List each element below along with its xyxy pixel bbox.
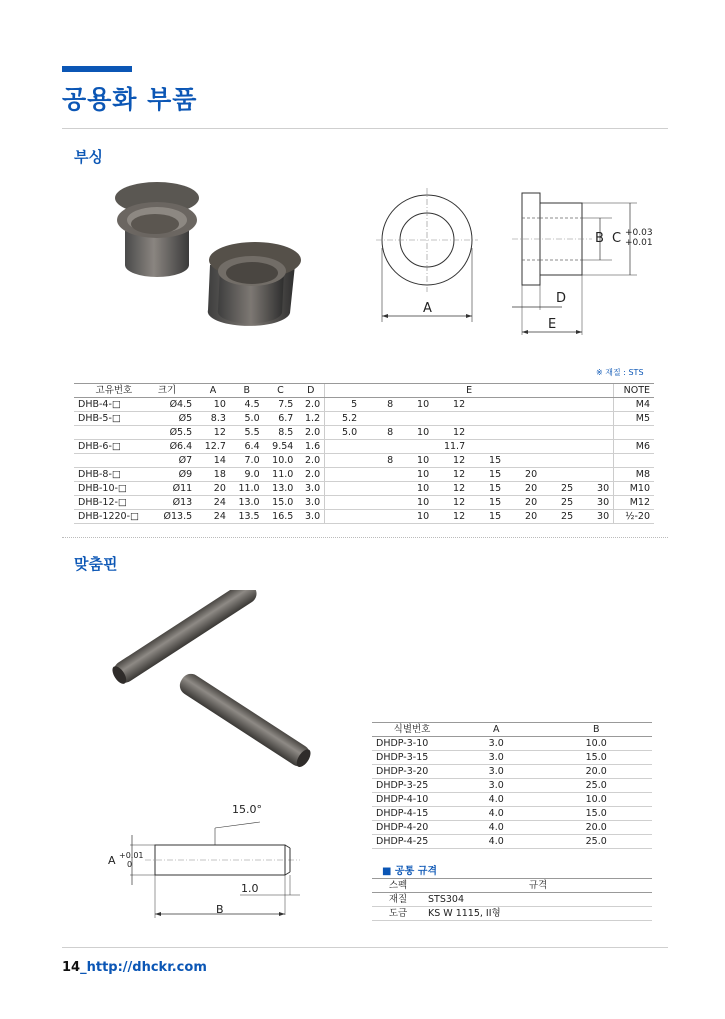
table-cell: 11.0 bbox=[230, 482, 264, 496]
table-cell: 2.0 bbox=[297, 468, 324, 482]
table-cell: 12 bbox=[433, 510, 469, 524]
bushing-tolerance bbox=[625, 228, 653, 248]
dowel-tolerance-upper: +0.01 bbox=[119, 851, 144, 860]
table-cell: 10 bbox=[196, 398, 230, 412]
table-cell: 3.0 bbox=[297, 496, 324, 510]
table-cell: 15 bbox=[469, 454, 505, 468]
table-cell: 25 bbox=[541, 496, 577, 510]
table-cell bbox=[505, 398, 541, 412]
table-cell: 10 bbox=[397, 468, 433, 482]
table-row bbox=[372, 893, 652, 907]
table-cell: Ø6.4 bbox=[154, 440, 196, 454]
table-cell: 24 bbox=[196, 510, 230, 524]
table-cell: 20.0 bbox=[540, 821, 652, 835]
table-cell: 10 bbox=[397, 454, 433, 468]
table-cell: 8 bbox=[361, 398, 397, 412]
table-cell: DHB-8-□ bbox=[74, 468, 154, 482]
table-cell: Ø13 bbox=[154, 496, 196, 510]
table-cell: Ø5 bbox=[154, 412, 196, 426]
table-cell bbox=[469, 440, 505, 454]
table-cell bbox=[541, 426, 577, 440]
table-cell: 8.5 bbox=[264, 426, 298, 440]
table-cell bbox=[469, 426, 505, 440]
table-cell: 11.0 bbox=[264, 468, 298, 482]
table-cell bbox=[325, 496, 362, 510]
table-cell: DHB-12-□ bbox=[74, 496, 154, 510]
table-cell bbox=[577, 412, 614, 426]
bushing-dim-c: C bbox=[612, 231, 622, 246]
table-cell: DHDP-4-15 bbox=[372, 807, 452, 821]
table-cell: 5.5 bbox=[230, 426, 264, 440]
col-header: NOTE bbox=[614, 384, 654, 398]
table-cell: 13.0 bbox=[264, 482, 298, 496]
table-cell: 4.0 bbox=[452, 821, 540, 835]
table-cell: 9.0 bbox=[230, 468, 264, 482]
footer-divider bbox=[62, 947, 668, 948]
col-header: A bbox=[452, 723, 540, 737]
table-row bbox=[74, 440, 654, 454]
table-cell: DHB-4-□ bbox=[74, 398, 154, 412]
table-cell: 20 bbox=[505, 496, 541, 510]
table-cell: 8 bbox=[361, 454, 397, 468]
table-cell: 도금 bbox=[372, 907, 424, 921]
material-note: ※ 재질 : STS bbox=[596, 368, 644, 377]
table-cell bbox=[577, 440, 614, 454]
table-cell: 3.0 bbox=[452, 751, 540, 765]
table-cell: 11.7 bbox=[433, 440, 469, 454]
table-cell: 15.0 bbox=[264, 496, 298, 510]
table-cell: 12 bbox=[433, 496, 469, 510]
col-header: 규격 bbox=[424, 879, 652, 893]
col-header: 크기 bbox=[154, 384, 196, 398]
table-cell bbox=[577, 468, 614, 482]
table-cell: 3.0 bbox=[297, 510, 324, 524]
table-row bbox=[74, 398, 654, 412]
table-cell: 25.0 bbox=[540, 835, 652, 849]
table-cell: 30 bbox=[577, 482, 614, 496]
table-cell bbox=[577, 426, 614, 440]
table-cell: 2.0 bbox=[297, 398, 324, 412]
dowel-dim-chamfer: 1.0 bbox=[241, 882, 259, 895]
table-row bbox=[372, 737, 652, 751]
table-cell bbox=[397, 412, 433, 426]
table-cell: 16.5 bbox=[264, 510, 298, 524]
table-cell bbox=[325, 482, 362, 496]
dowel-dim-a: A bbox=[108, 854, 116, 867]
table-row bbox=[372, 835, 652, 849]
table-row bbox=[74, 454, 654, 468]
table-cell: 20 bbox=[505, 468, 541, 482]
col-header: A bbox=[196, 384, 230, 398]
table-cell: DHDP-4-20 bbox=[372, 821, 452, 835]
table-row bbox=[74, 496, 654, 510]
dowel-tolerance-lower: 0 bbox=[127, 860, 133, 869]
table-cell: 5.2 bbox=[325, 412, 362, 426]
table-cell: 10.0 bbox=[540, 737, 652, 751]
table-cell: 6.7 bbox=[264, 412, 298, 426]
table-cell bbox=[505, 412, 541, 426]
table-cell: 5.0 bbox=[325, 426, 362, 440]
table-cell bbox=[361, 496, 397, 510]
footer bbox=[62, 960, 207, 975]
table-cell: 20 bbox=[505, 482, 541, 496]
table-cell: 8 bbox=[361, 426, 397, 440]
table-cell: 10 bbox=[397, 510, 433, 524]
table-cell: 15.0 bbox=[540, 751, 652, 765]
table-cell: 20 bbox=[196, 482, 230, 496]
table-cell bbox=[505, 426, 541, 440]
table-header-row bbox=[372, 723, 652, 737]
table-cell: DHDP-3-20 bbox=[372, 765, 452, 779]
tolerance-upper: +0.03 bbox=[625, 228, 653, 238]
table-cell: 12 bbox=[196, 426, 230, 440]
table-cell: 12.7 bbox=[196, 440, 230, 454]
table-cell: 4.5 bbox=[230, 398, 264, 412]
table-cell: 10.0 bbox=[540, 793, 652, 807]
table-cell: 3.0 bbox=[452, 779, 540, 793]
table-cell: 15 bbox=[469, 468, 505, 482]
table-cell: M6 bbox=[614, 440, 654, 454]
table-row bbox=[372, 907, 652, 921]
title-accent-bar bbox=[62, 66, 132, 72]
table-header-row bbox=[74, 384, 654, 398]
table-cell: 5.0 bbox=[230, 412, 264, 426]
table-cell: 3.0 bbox=[452, 737, 540, 751]
table-cell: 9.54 bbox=[264, 440, 298, 454]
table-cell bbox=[325, 454, 362, 468]
table-cell: DHB-6-□ bbox=[74, 440, 154, 454]
col-header: E bbox=[325, 384, 614, 398]
table-cell: 4.0 bbox=[452, 835, 540, 849]
table-cell: 25 bbox=[541, 510, 577, 524]
table-cell: 15 bbox=[469, 510, 505, 524]
table-cell bbox=[541, 440, 577, 454]
table-cell bbox=[614, 426, 654, 440]
table-cell bbox=[361, 510, 397, 524]
table-cell bbox=[325, 468, 362, 482]
table-cell bbox=[614, 454, 654, 468]
table-cell: 15.0 bbox=[540, 807, 652, 821]
table-row bbox=[372, 793, 652, 807]
table-cell bbox=[577, 454, 614, 468]
table-cell: 18 bbox=[196, 468, 230, 482]
dowel-heading: 맞춤핀 bbox=[74, 555, 118, 573]
table-cell: 13.5 bbox=[230, 510, 264, 524]
table-cell: Ø4.5 bbox=[154, 398, 196, 412]
table-cell bbox=[433, 412, 469, 426]
table-cell bbox=[469, 412, 505, 426]
table-cell: 30 bbox=[577, 496, 614, 510]
table-cell: 5 bbox=[325, 398, 362, 412]
table-cell: M4 bbox=[614, 398, 654, 412]
table-row bbox=[372, 765, 652, 779]
bushing-dim-d: D bbox=[556, 291, 567, 306]
table-cell: 10 bbox=[397, 496, 433, 510]
table-cell: 4.0 bbox=[452, 793, 540, 807]
table-cell bbox=[577, 398, 614, 412]
table-cell: ½-20 bbox=[614, 510, 654, 524]
table-cell bbox=[74, 426, 154, 440]
table-cell bbox=[541, 412, 577, 426]
table-cell: M10 bbox=[614, 482, 654, 496]
table-cell: 12 bbox=[433, 482, 469, 496]
table-cell: M8 bbox=[614, 468, 654, 482]
dowel-dim-b: B bbox=[216, 903, 224, 916]
page-title: 공용화 부품 bbox=[62, 85, 198, 114]
bushing-dim-e: E bbox=[548, 317, 557, 332]
table-cell: KS W 1115, II형 bbox=[424, 907, 652, 921]
table-cell bbox=[505, 454, 541, 468]
table-cell: 4.0 bbox=[452, 807, 540, 821]
col-header: D bbox=[297, 384, 324, 398]
dowel-spec-table bbox=[372, 722, 652, 849]
table-row bbox=[74, 468, 654, 482]
col-header: B bbox=[230, 384, 264, 398]
table-cell: 25 bbox=[541, 482, 577, 496]
footer-url[interactable]: _http://dhckr.com bbox=[80, 960, 207, 975]
col-header: 식별번호 bbox=[372, 723, 452, 737]
table-cell: Ø11 bbox=[154, 482, 196, 496]
table-cell: Ø9 bbox=[154, 468, 196, 482]
col-header: C bbox=[264, 384, 298, 398]
table-cell bbox=[361, 468, 397, 482]
table-cell: DHDP-4-25 bbox=[372, 835, 452, 849]
table-row bbox=[372, 807, 652, 821]
table-cell: 10.0 bbox=[264, 454, 298, 468]
table-cell: 15 bbox=[469, 482, 505, 496]
table-cell: DHDP-3-25 bbox=[372, 779, 452, 793]
table-cell bbox=[505, 440, 541, 454]
bushing-side-view-drawing bbox=[512, 190, 642, 340]
table-cell: 12 bbox=[433, 426, 469, 440]
table-row bbox=[372, 751, 652, 765]
table-cell: 재질 bbox=[372, 893, 424, 907]
table-cell: 12 bbox=[433, 398, 469, 412]
table-cell bbox=[74, 454, 154, 468]
table-cell: 30 bbox=[577, 510, 614, 524]
table-cell bbox=[361, 440, 397, 454]
title-divider bbox=[62, 128, 668, 129]
page-number: 14 bbox=[62, 960, 81, 975]
table-cell: 15 bbox=[469, 496, 505, 510]
table-cell: DHB-5-□ bbox=[74, 412, 154, 426]
table-cell: M12 bbox=[614, 496, 654, 510]
table-cell: 20 bbox=[505, 510, 541, 524]
table-cell: DHDP-3-15 bbox=[372, 751, 452, 765]
table-cell bbox=[541, 454, 577, 468]
table-cell: M5 bbox=[614, 412, 654, 426]
table-cell: DHB-1220-□ bbox=[74, 510, 154, 524]
table-cell: Ø13.5 bbox=[154, 510, 196, 524]
table-row bbox=[372, 779, 652, 793]
table-row bbox=[372, 821, 652, 835]
table-cell: 7.5 bbox=[264, 398, 298, 412]
table-cell: STS304 bbox=[424, 893, 652, 907]
table-cell: 12 bbox=[433, 468, 469, 482]
table-header-row bbox=[372, 879, 652, 893]
table-cell bbox=[361, 482, 397, 496]
table-row bbox=[74, 426, 654, 440]
table-cell: 8.3 bbox=[196, 412, 230, 426]
table-cell: 3.0 bbox=[452, 765, 540, 779]
table-cell: 12 bbox=[433, 454, 469, 468]
table-cell: DHDP-4-10 bbox=[372, 793, 452, 807]
dowel-pin-render-image bbox=[98, 590, 333, 770]
table-cell bbox=[469, 398, 505, 412]
table-cell: DHDP-3-10 bbox=[372, 737, 452, 751]
col-header: 고유번호 bbox=[74, 384, 154, 398]
table-cell: 10 bbox=[397, 426, 433, 440]
table-cell: 25.0 bbox=[540, 779, 652, 793]
table-row bbox=[74, 510, 654, 524]
table-cell: 3.0 bbox=[297, 482, 324, 496]
table-cell bbox=[397, 440, 433, 454]
table-cell: Ø5.5 bbox=[154, 426, 196, 440]
table-cell: 2.0 bbox=[297, 454, 324, 468]
bushing-dim-b: B bbox=[595, 231, 604, 246]
table-cell bbox=[325, 510, 362, 524]
common-spec-table bbox=[372, 878, 652, 921]
table-cell bbox=[541, 468, 577, 482]
bushing-heading: 부싱 bbox=[74, 148, 103, 166]
bushing-dim-a: A bbox=[423, 301, 432, 316]
tolerance-lower: +0.01 bbox=[625, 238, 653, 248]
dowel-dim-angle: 15.0° bbox=[232, 803, 262, 816]
table-cell: Ø7 bbox=[154, 454, 196, 468]
bushing-render-image bbox=[100, 175, 315, 335]
bushing-spec-table bbox=[74, 383, 654, 524]
common-spec-heading: ■ 공통 규격 bbox=[382, 866, 438, 877]
table-cell bbox=[541, 398, 577, 412]
table-row bbox=[74, 412, 654, 426]
col-header: B bbox=[540, 723, 652, 737]
table-row bbox=[74, 482, 654, 496]
col-header: 스펙 bbox=[372, 879, 424, 893]
table-cell: DHB-10-□ bbox=[74, 482, 154, 496]
table-cell: 10 bbox=[397, 398, 433, 412]
table-cell: 2.0 bbox=[297, 426, 324, 440]
table-cell: 24 bbox=[196, 496, 230, 510]
table-cell: 7.0 bbox=[230, 454, 264, 468]
table-cell: 10 bbox=[397, 482, 433, 496]
table-cell: 14 bbox=[196, 454, 230, 468]
section-divider bbox=[62, 537, 668, 538]
table-cell: 20.0 bbox=[540, 765, 652, 779]
table-cell: 13.0 bbox=[230, 496, 264, 510]
table-cell: 1.2 bbox=[297, 412, 324, 426]
table-cell bbox=[361, 412, 397, 426]
dowel-tolerance bbox=[119, 851, 144, 869]
table-cell: 6.4 bbox=[230, 440, 264, 454]
table-cell: 1.6 bbox=[297, 440, 324, 454]
table-cell bbox=[325, 440, 362, 454]
